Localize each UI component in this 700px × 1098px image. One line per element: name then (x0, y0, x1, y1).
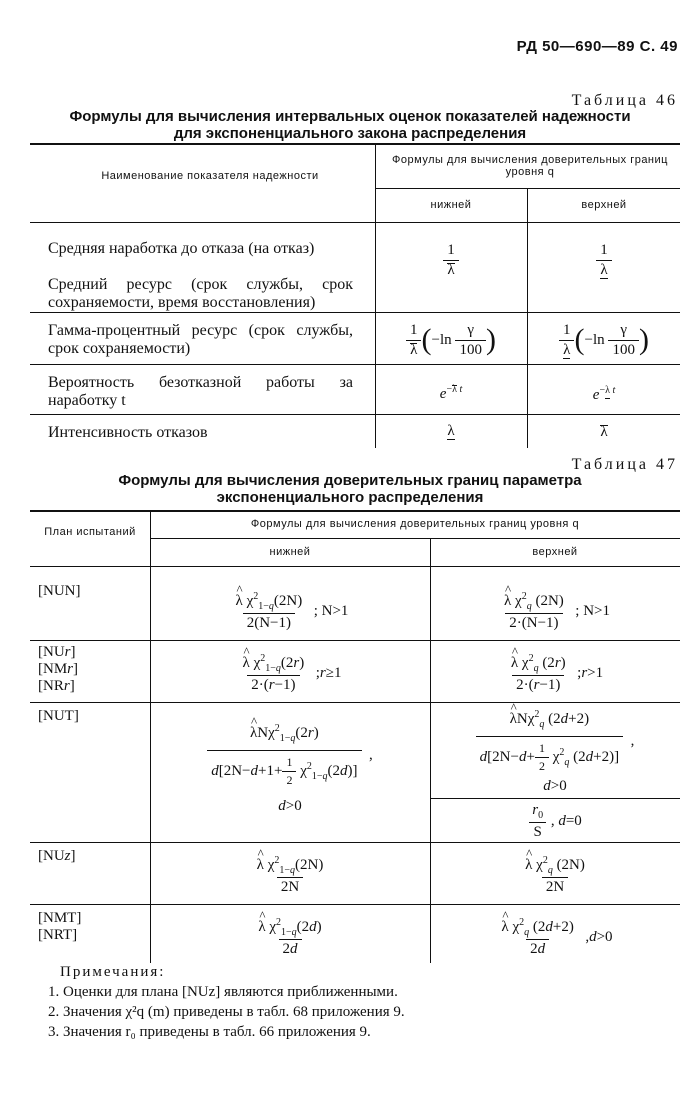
divider (30, 222, 680, 223)
formula-cell: $\frac{1}{\lambda}$ ( −ln $\frac{\gamma}{100}$ ) (528, 318, 680, 362)
indicator-cell: Гамма-процентный ресурс (срок службы, срок сохраняемости) (48, 322, 353, 357)
divider (30, 143, 680, 145)
column-header-plan: План испытаний (44, 526, 136, 538)
formula-cell: $\frac{1}{\lambda}$ (528, 238, 680, 282)
table-46-title-line1: Формулы для вычисления интервальных оценок показателей надежности (69, 108, 631, 125)
column-header-formulas: Формулы для вычисления доверительных границ уровня q (250, 518, 580, 530)
divider (30, 702, 680, 703)
divider (150, 511, 151, 963)
plan-cell: [NUT] (38, 708, 79, 724)
formula-condition: d >0 (543, 777, 567, 794)
divider (30, 510, 680, 512)
formula-cell: ^ $\frac{\lambda \chi^2_q (2N)}{2N}$ (432, 850, 678, 900)
divider (30, 364, 680, 365)
formula-cell: $e^{-\lambda t}$ (439, 383, 463, 402)
note-item: 2. Значения χ²q (m) приведены в табл. 68 приложения 9. (48, 1004, 405, 1020)
plan-cell: [NMT] [NRT] (38, 910, 82, 943)
formula-cell: ^ $\frac{\lambda \chi^2_{1-q}(2d)}{2d}$ (152, 912, 428, 962)
column-header-formulas: Формулы для вычисления доверительных границ уровня q (392, 154, 668, 178)
table-47-title-line1: Формулы для вычисления доверительных границ параметра (118, 472, 582, 489)
column-header-lower: нижней (269, 546, 311, 558)
formula-cell: $\frac{1}{\lambda}$ ( −ln $\frac{\gamma}{100}$ ) (376, 318, 526, 362)
note-item: 3. Значения r₀ приведены в табл. 66 приложения 9. (48, 1024, 371, 1040)
divider (430, 538, 431, 963)
indicator-cell: Средняя наработка до отказа (на отказ) (48, 240, 315, 257)
formula-cell: ^ λNχ$^2_{1-q}$(2r) d[2N−d+1+ $\frac{1}{2}$ $\chi^2_{1-q}(2d)$] , (152, 720, 428, 790)
formula-cell: ^ $\frac{\lambda \chi^2_{1-q}(2r)}{2\cdot(r-1)}$ ; r ≥1 (152, 648, 428, 698)
formula-cell: ^ $\frac{\lambda \chi^2_{1-q}(2N)}{2N}$ (152, 850, 428, 900)
note-item: 1. Оценки для плана [NUz] являются приближенными. (48, 984, 398, 1000)
divider (30, 904, 680, 905)
column-header-indicator: Наименование показателя надежности (101, 170, 319, 182)
plan-cell: [NUz] (38, 848, 76, 864)
formula-cell: ^ $\frac{\lambda \chi^2_{1-q}(2N)}{2(N-1)}$ ; N>1 (152, 586, 428, 636)
notes-heading: Примечания: (60, 964, 166, 980)
plan-cell: [NUN] (38, 583, 81, 599)
divider (150, 538, 680, 539)
page-header: РД 50—690—89 С. 49 (516, 38, 678, 55)
divider (430, 798, 680, 799)
column-header-upper: верхней (532, 546, 578, 558)
indicator-cell: Вероятность безотказной работы за наработку t (48, 374, 353, 409)
divider (30, 842, 680, 843)
plan-cell: [NUr] [NMr] [NRr] (38, 644, 79, 694)
column-header-lower: нижней (430, 199, 472, 211)
formula-cell: ^ $\frac{\lambda \chi^2_q (2N)}{2\cdot(N-1)}$ ; N>1 (432, 586, 678, 636)
divider (30, 414, 680, 415)
formula-cell: ^ $\frac{\lambda \chi^2_q (2d+2)}{2d}$ , d >0 (432, 912, 678, 962)
formula-cell: λ (600, 423, 608, 440)
indicator-cell: Средний ресурс (срок службы, срок сохраняемости, время восстановления) (48, 276, 353, 311)
formula-cell: $\frac{1}{\lambda}$ (376, 238, 526, 282)
formula-condition: d >0 (278, 797, 302, 814)
divider (30, 640, 680, 641)
table-47-title-line2: экспоненциального распределения (216, 489, 484, 506)
formula-cell: ^ $\frac{\lambda \chi^2_q (2r)}{2\cdot(r-1)}$ ; r >1 (432, 648, 678, 698)
divider (30, 312, 680, 313)
table-47-number: Таблица 47 (571, 456, 678, 473)
column-header-upper: верхней (581, 199, 627, 211)
table-46-title-line2: для экспоненциального закона распределения (173, 125, 527, 142)
formula-cell: $\frac{r_0}{S}$ , d =0 (432, 802, 678, 840)
formula-cell: $e^{-\lambda t}$ (592, 384, 616, 403)
indicator-cell: Интенсивность отказов (48, 424, 208, 441)
divider (30, 566, 680, 567)
formula-cell: λ (447, 423, 455, 439)
table-46-number: Таблица 46 (571, 92, 678, 109)
formula-cell: ^ λNχ$^2_q$ (2d+2) d[2N−d+ $\frac{1}{2}$ $\chi^2_q$ (2d+2)] , (432, 708, 678, 774)
